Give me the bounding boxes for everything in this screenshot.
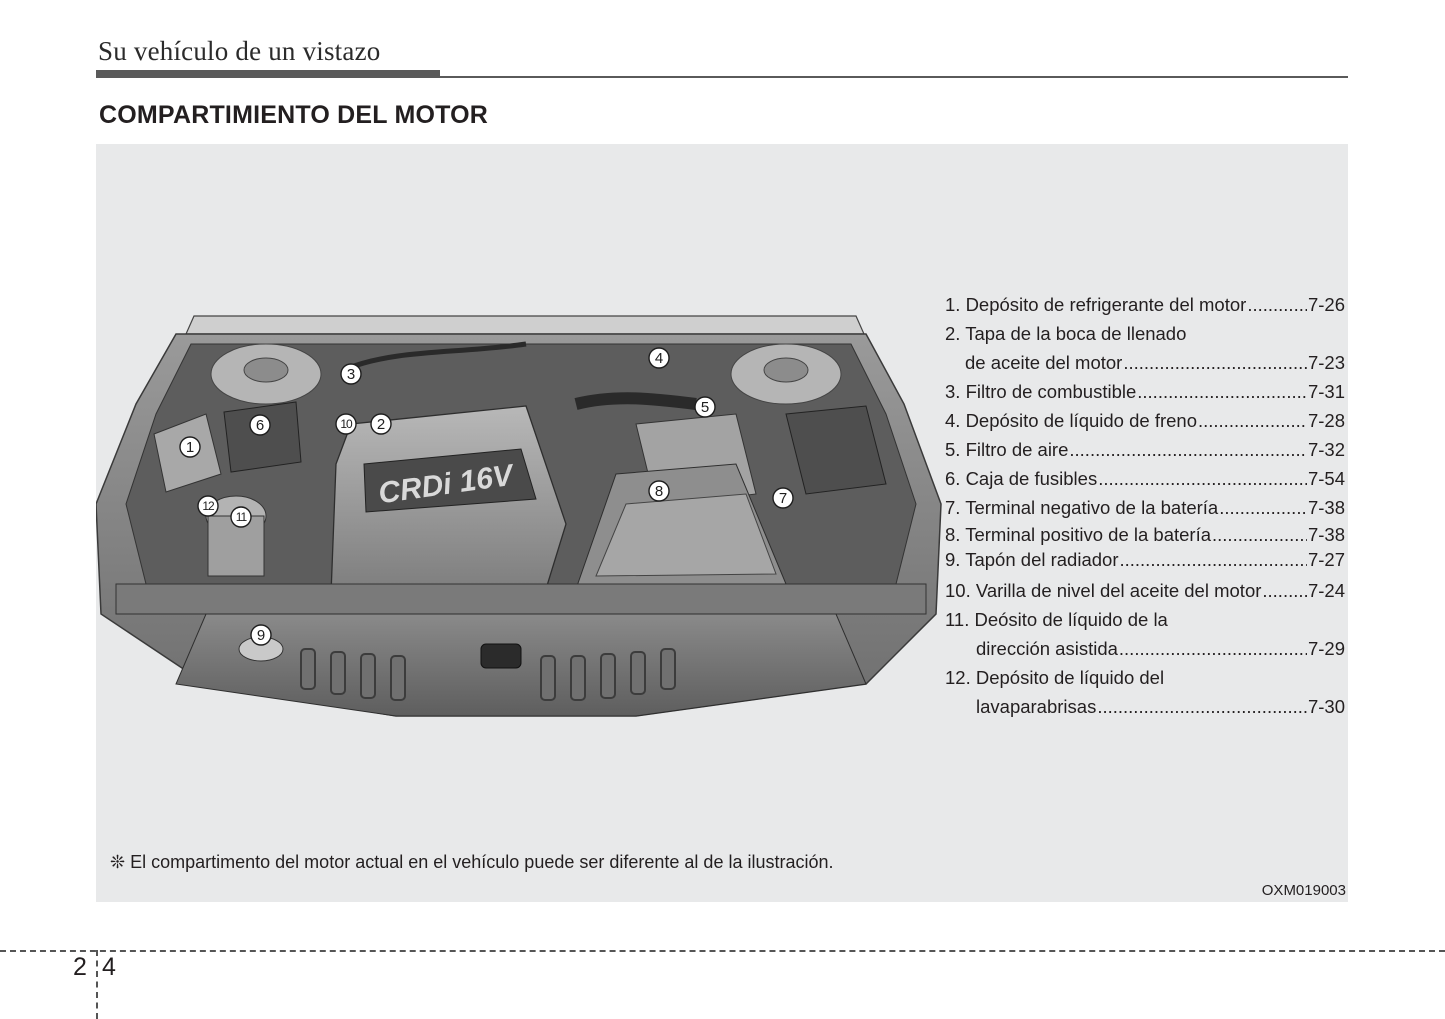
- svg-text:4: 4: [654, 350, 664, 367]
- callout-5: [695, 397, 715, 417]
- svg-text:11: 11: [235, 510, 247, 524]
- svg-text:1: 1: [185, 439, 195, 456]
- footer-dashed-rule: [0, 950, 1445, 952]
- footnote-asterism-icon: ❊: [110, 852, 126, 872]
- page-number: 4: [102, 953, 116, 981]
- engine-compartment-illustration: [96, 144, 946, 744]
- engine-badge-text: CRDi 16V: [376, 458, 515, 511]
- legend-item-5: 5. Filtro de aire ..... 7-32: [945, 435, 1345, 464]
- svg-text:7: 7: [778, 490, 788, 507]
- legend-item-11: 11. Deósito de líquido de la dirección asistida ..... 7-29: [945, 605, 1345, 663]
- svg-text:3: 3: [346, 366, 356, 383]
- callout-9: [251, 625, 271, 645]
- legend-item-12: 12. Depósito de líquido del lavaparabrisas ..... 7-30: [945, 663, 1345, 721]
- footer-dashed-divider: [96, 950, 98, 1019]
- svg-text:8: 8: [654, 483, 664, 500]
- svg-text:12: 12: [202, 499, 214, 513]
- image-code: OXM019003: [1261, 882, 1346, 899]
- legend-item-7: 7. Terminal negativo de la batería ..... 7-38: [945, 493, 1345, 522]
- svg-text:5: 5: [700, 399, 710, 416]
- header-rule-thick: [96, 70, 440, 78]
- legend-item-10: 10. Varilla de nivel del aceite del motor ..... 7-24: [945, 576, 1345, 605]
- svg-text:9: 9: [256, 627, 266, 644]
- footnote-text: El compartimento del motor actual en el vehículo puede ser diferente al de la ilustración.: [130, 852, 834, 872]
- legend-item-3: 3. Filtro de combustible ..... 7-31: [945, 377, 1345, 406]
- section-title: COMPARTIMIENTO DEL MOTOR: [99, 101, 489, 129]
- callout-11: [231, 507, 251, 527]
- figure-footnote: [110, 852, 834, 873]
- callout-8: [649, 481, 669, 501]
- legend-item-6: 6. Caja de fusibles ..... 7-54: [945, 464, 1345, 493]
- svg-text:10: 10: [340, 417, 352, 431]
- callout-6: [250, 415, 270, 435]
- engine-figure: [96, 144, 1348, 902]
- callout-1: [180, 437, 200, 457]
- legend-item-8: 8. Terminal positivo de la batería ..... 7-38: [945, 522, 1345, 547]
- chapter-number: 2: [73, 953, 87, 981]
- header-rule-thin: [440, 76, 1348, 78]
- callout-4: [649, 348, 669, 368]
- callout-7: [773, 488, 793, 508]
- svg-text:2: 2: [376, 416, 386, 433]
- svg-text:6: 6: [255, 417, 265, 434]
- running-header: Su vehículo de un vistazo: [98, 36, 381, 66]
- callout-2: [371, 414, 391, 434]
- legend-item-9: 9. Tapón del radiador ..... 7-27: [945, 547, 1345, 572]
- legend-item-4: 4. Depósito de líquido de freno ..... 7-28: [945, 406, 1345, 435]
- legend-item-1: 1. Depósito de refrigerante del motor ..... 7-26: [945, 290, 1345, 319]
- callout-10: [336, 414, 356, 434]
- callout-3: [341, 364, 361, 384]
- legend-item-2: 2. Tapa de la boca de llenado de aceite del motor ..... 7-23: [945, 319, 1345, 377]
- callout-12: [198, 496, 218, 516]
- component-legend: [945, 290, 1345, 721]
